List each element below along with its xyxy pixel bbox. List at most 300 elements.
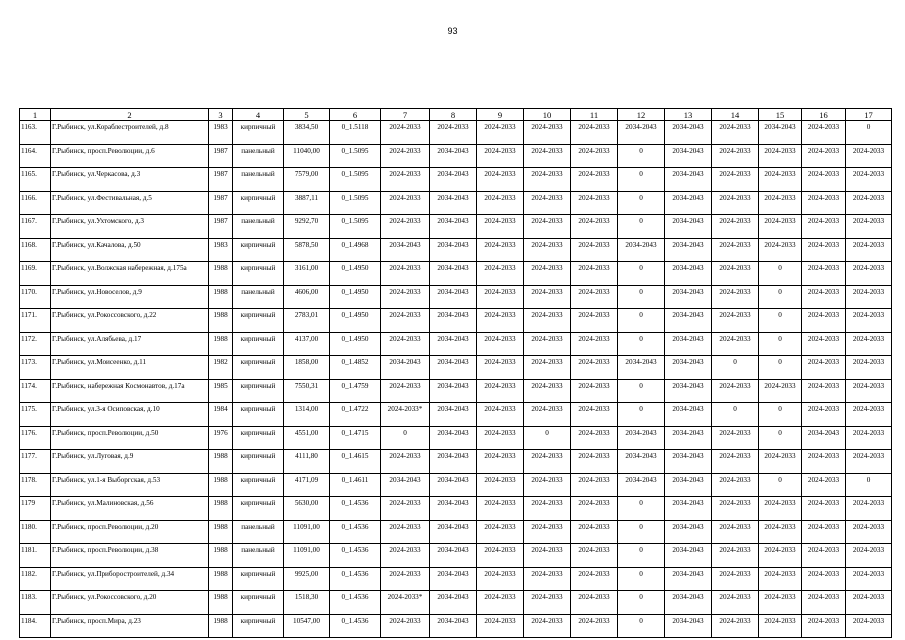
table-row [20,191,892,215]
table-cell: панельный [233,285,284,309]
table-cell: 0_1.4615 [330,450,381,474]
table-cell: 2024-2033 [477,191,524,215]
table-cell: 2034-2043 [430,497,477,521]
table-cell: 2024-2033 [712,238,759,262]
table-cell: 2024-2033 [759,238,802,262]
table-cell: кирпичный [233,262,284,286]
table-cell: 1988 [209,285,233,309]
table-cell: 1988 [209,473,233,497]
table-cell: 2024-2033 [759,567,802,591]
table-cell: 2024-2033 [524,285,571,309]
table-cell: 2024-2033 [571,379,618,403]
table-cell: 0_1.4536 [330,614,381,638]
row-number: 1174. [20,379,51,403]
table-cell: 2024-2033 [759,520,802,544]
table-cell: 1988 [209,309,233,333]
table-cell: 2024-2033 [571,285,618,309]
address-cell: Г.Рыбинск, ул.Малиновская, д.56 [51,497,209,521]
table-cell: 2034-2043 [665,309,712,333]
table-cell: 2024-2033 [381,121,430,145]
table-cell: 2034-2043 [665,520,712,544]
table-cell: 2024-2033 [524,614,571,638]
table-cell: 2024-2033 [571,238,618,262]
row-number: 1183. [20,591,51,615]
table-cell: 2024-2033 [477,144,524,168]
table-cell: 2024-2033 [712,497,759,521]
table-cell: 0 [618,144,665,168]
housing-table [19,108,892,638]
table-cell: 9925,00 [284,567,330,591]
table-cell: 2034-2043 [665,144,712,168]
table-cell: 2034-2043 [665,450,712,474]
table-cell: 1988 [209,591,233,615]
table-cell: 1976 [209,426,233,450]
column-header: 13 [665,109,712,121]
table-cell: 10547,00 [284,614,330,638]
table-cell: 2024-2033 [381,262,430,286]
table-cell: 2034-2043 [430,215,477,239]
table-cell: 2024-2033 [802,497,846,521]
table-cell: 0_1.4950 [330,332,381,356]
table-cell: 2024-2033 [802,403,846,427]
table-cell: 2024-2033 [381,567,430,591]
table-cell: 5630,00 [284,497,330,521]
table-row [20,497,892,521]
row-number: 1164. [20,144,51,168]
table-cell: 4111,80 [284,450,330,474]
table-cell: 2024-2033 [759,450,802,474]
table-cell: 2034-2043 [618,121,665,145]
table-cell: кирпичный [233,356,284,380]
table-cell: 2034-2043 [665,262,712,286]
table-cell: 2034-2043 [430,144,477,168]
table-cell: 2034-2043 [381,356,430,380]
table-cell: 2024-2033 [712,215,759,239]
table-cell: 2034-2043 [665,215,712,239]
table-cell: 2024-2033 [712,309,759,333]
table-cell: 2034-2043 [430,544,477,568]
address-cell: Г.Рыбинск, просп.Революции, д.38 [51,544,209,568]
column-header: 4 [233,109,284,121]
address-cell: Г.Рыбинск, ул.Кораблестроителей, д.8 [51,121,209,145]
table-cell: панельный [233,144,284,168]
table-cell: 2024-2033 [571,262,618,286]
table-row [20,591,892,615]
table-cell: кирпичный [233,591,284,615]
table-cell: 0 [618,403,665,427]
table-row [20,426,892,450]
row-number: 1176. [20,426,51,450]
table-cell: 1988 [209,332,233,356]
table-cell: 2024-2033 [802,168,846,192]
table-cell: 0 [524,426,571,450]
table-cell: 2024-2033 [571,591,618,615]
table-cell: 2024-2033 [524,332,571,356]
table-cell: 1988 [209,262,233,286]
row-number: 1171. [20,309,51,333]
table-cell: 2024-2033 [712,567,759,591]
table-cell: 2024-2033 [712,544,759,568]
address-cell: Г.Рыбинск, просп.Мира, д.23 [51,614,209,638]
table-cell: 0_1.4536 [330,497,381,521]
table-cell: 2024-2033 [846,379,892,403]
table-cell: 2024-2033 [846,544,892,568]
table-cell: 2034-2043 [618,426,665,450]
table-row [20,567,892,591]
table-cell: 2024-2033 [381,168,430,192]
table-cell: 2024-2033 [381,144,430,168]
table-cell: 2034-2043 [665,332,712,356]
table-cell: 2034-2043 [618,238,665,262]
table-row [20,520,892,544]
table-cell: 0_1.4611 [330,473,381,497]
address-cell: Г.Рыбинск, ул.Рокоссовского, д.20 [51,591,209,615]
table-cell: 2024-2033 [524,567,571,591]
table-cell: 2034-2043 [430,191,477,215]
table-cell: 2024-2033 [381,285,430,309]
column-header: 7 [381,109,430,121]
table-cell: 2024-2033 [524,591,571,615]
table-cell: 0 [712,403,759,427]
table-cell: 2034-2043 [618,356,665,380]
table-cell: 2034-2043 [430,520,477,544]
table-cell: 0 [618,591,665,615]
table-cell: панельный [233,544,284,568]
table-cell: 2024-2033 [571,215,618,239]
table-cell: 11040,00 [284,144,330,168]
table-cell: кирпичный [233,473,284,497]
table-row [20,473,892,497]
table-cell: 2024-2033 [524,238,571,262]
table-cell: 0 [618,191,665,215]
table-cell: 2024-2033 [846,591,892,615]
table-cell: 2034-2043 [430,285,477,309]
table-cell: 2024-2033 [571,191,618,215]
table-cell: 2024-2033 [802,215,846,239]
table-row [20,356,892,380]
table-cell: 2024-2033 [846,309,892,333]
table-cell: 2024-2033 [802,191,846,215]
table-cell: 1984 [209,403,233,427]
column-header: 10 [524,109,571,121]
table-cell: 2024-2033 [846,285,892,309]
row-number: 1175. [20,403,51,427]
table-cell: 2024-2033 [524,544,571,568]
table-cell: 0 [618,168,665,192]
table-cell: 2024-2033 [759,544,802,568]
table-cell: 2024-2033 [846,356,892,380]
table-cell: 1987 [209,191,233,215]
table-cell: 2024-2033 [802,332,846,356]
table-cell: 1988 [209,567,233,591]
table-cell: 2024-2033 [524,168,571,192]
table-cell: 2024-2033 [712,473,759,497]
column-header: 14 [712,109,759,121]
table-cell: 2024-2033 [430,121,477,145]
table-row [20,144,892,168]
table-cell: 2034-2043 [665,497,712,521]
table-cell: 0 [759,285,802,309]
table-cell: 2024-2033 [846,215,892,239]
table-cell: 0 [846,121,892,145]
table-row [20,215,892,239]
table-cell: 2024-2033 [802,356,846,380]
row-number: 1170. [20,285,51,309]
table-cell: 0 [759,356,802,380]
table-cell: 2034-2043 [665,285,712,309]
table-cell: 2024-2033 [524,215,571,239]
table-cell: 3834,50 [284,121,330,145]
table-cell: 0_1.4536 [330,520,381,544]
table-cell: 2024-2033 [477,168,524,192]
table-cell: 2024-2033 [477,332,524,356]
table-cell: 1988 [209,497,233,521]
table-cell: 2024-2033 [524,403,571,427]
table-cell: 2034-2043 [430,332,477,356]
table-cell: кирпичный [233,614,284,638]
table-row [20,168,892,192]
table-cell: 2034-2043 [430,356,477,380]
table-cell: 0 [846,473,892,497]
table-cell: 2024-2033 [712,450,759,474]
table-cell: 2034-2043 [802,426,846,450]
column-header: 16 [802,109,846,121]
table-cell: 2024-2033 [381,614,430,638]
table-cell: 2034-2043 [665,426,712,450]
table-cell: 2034-2043 [665,238,712,262]
table-cell: 0 [618,520,665,544]
row-number: 1166. [20,191,51,215]
column-header: 2 [51,109,209,121]
table-cell: 2024-2033 [759,144,802,168]
table-cell: 2034-2043 [430,473,477,497]
table-cell: 2034-2043 [618,450,665,474]
table-row [20,285,892,309]
table-cell: 1988 [209,520,233,544]
table-cell: 0_1.4536 [330,591,381,615]
table-cell: кирпичный [233,238,284,262]
table-row [20,614,892,638]
address-cell: Г.Рыбинск, ул.Качалова, д.50 [51,238,209,262]
table-cell: 1987 [209,168,233,192]
table-cell: 4137,00 [284,332,330,356]
address-cell: Г.Рыбинск, ул.Фестивальная, д.5 [51,191,209,215]
table-cell: 2034-2043 [665,591,712,615]
table-cell: 2034-2043 [430,309,477,333]
table-cell: 2024-2033 [802,285,846,309]
table-cell: 2034-2043 [430,567,477,591]
table-cell: 0_1.4715 [330,426,381,450]
table-cell: 2024-2033 [571,309,618,333]
table-cell: 2024-2033 [477,544,524,568]
table-cell: 2024-2033 [571,567,618,591]
table-cell: 2024-2033 [802,379,846,403]
table-cell: 0 [618,215,665,239]
address-cell: Г.Рыбинск, ул.3-я Осиповская, д.10 [51,403,209,427]
table-cell: 2024-2033 [524,356,571,380]
table-cell: 2034-2043 [759,121,802,145]
row-number: 1169. [20,262,51,286]
table-cell: 2034-2043 [430,591,477,615]
table-cell: 2024-2033 [524,473,571,497]
table-cell: 2034-2043 [665,121,712,145]
row-number: 1179 [20,497,51,521]
row-number: 1168. [20,238,51,262]
table-cell: 2024-2033 [477,614,524,638]
row-number: 1181. [20,544,51,568]
table-cell: 2024-2033 [477,497,524,521]
table-cell: панельный [233,215,284,239]
table-cell: 2024-2033 [381,215,430,239]
table-cell: 1858,00 [284,356,330,380]
address-cell: Г.Рыбинск, ул.1-я Выборгская, д.53 [51,473,209,497]
table-cell: 1985 [209,379,233,403]
table-cell: 2024-2033 [571,544,618,568]
table-cell: 2024-2033 [381,544,430,568]
table-cell: 2024-2033 [802,121,846,145]
table-cell: 2034-2043 [430,426,477,450]
column-header: 12 [618,109,665,121]
table-row [20,379,892,403]
table-cell: 2024-2033 [477,567,524,591]
table-cell: 2024-2033 [477,379,524,403]
table-row [20,403,892,427]
table-cell: 2024-2033 [759,591,802,615]
table-cell: 2024-2033 [846,262,892,286]
table-cell: 2024-2033 [712,332,759,356]
table-cell: 2024-2033 [381,191,430,215]
address-cell: Г.Рыбинск, просп.Революции, д.20 [51,520,209,544]
table-cell: 2024-2033 [524,191,571,215]
table-cell: кирпичный [233,121,284,145]
table-cell: 4551,00 [284,426,330,450]
table-cell: кирпичный [233,309,284,333]
address-cell: Г.Рыбинск, просп.Революции, д.50 [51,426,209,450]
table-cell: 2034-2043 [618,473,665,497]
table-cell: 2024-2033 [571,473,618,497]
table-cell: 2024-2033 [477,520,524,544]
table-cell: кирпичный [233,450,284,474]
table-cell: 2024-2033 [571,144,618,168]
table-cell: 2024-2033 [712,426,759,450]
column-header: 17 [846,109,892,121]
table-cell: 2034-2043 [430,168,477,192]
table-row [20,262,892,286]
table-cell: 11091,00 [284,544,330,568]
table-cell: 2034-2043 [430,262,477,286]
table-cell: 2024-2033 [524,450,571,474]
table-cell: 3161,00 [284,262,330,286]
table-cell: кирпичный [233,379,284,403]
table-cell: 2024-2033 [846,191,892,215]
table-cell: 2024-2033 [571,403,618,427]
table-cell: 2024-2033 [712,591,759,615]
table-cell: 1982 [209,356,233,380]
table-cell: 2024-2033 [571,168,618,192]
table-cell: 2024-2033 [712,121,759,145]
table-cell: 1983 [209,121,233,145]
table-cell: 2034-2043 [381,473,430,497]
table-cell: 2024-2033 [571,520,618,544]
table-cell: 0 [759,262,802,286]
table-cell: 2024-2033 [381,309,430,333]
table-cell: кирпичный [233,332,284,356]
table-cell: 0_1.4968 [330,238,381,262]
table-cell: 2024-2033 [571,121,618,145]
table-cell: 0 [618,262,665,286]
table-cell: 2024-2033 [524,497,571,521]
table-cell: 2024-2033 [846,614,892,638]
table-cell: 2024-2033 [759,168,802,192]
table-cell: 2024-2033 [524,379,571,403]
table-cell: 2024-2033 [477,238,524,262]
table-cell: 2024-2033 [846,426,892,450]
table-cell: 0 [618,544,665,568]
table-cell: 5878,50 [284,238,330,262]
table-cell: 2024-2033 [802,520,846,544]
table-cell: 2024-2033 [846,403,892,427]
table-cell: 2034-2043 [665,614,712,638]
table-cell: 2024-2033 [846,238,892,262]
table-row [20,450,892,474]
table-cell: 0 [618,285,665,309]
table-cell: 0_1.4722 [330,403,381,427]
table-cell: 2024-2033 [712,520,759,544]
table-cell: 2024-2033 [759,379,802,403]
table-cell: 1988 [209,450,233,474]
table-cell: 2024-2033 [477,262,524,286]
table-cell: 1988 [209,544,233,568]
table-cell: 7579,00 [284,168,330,192]
table-cell: 2024-2033 [802,473,846,497]
table-cell: 2024-2033 [381,450,430,474]
table-cell: кирпичный [233,191,284,215]
table-cell: 2034-2043 [665,168,712,192]
table-cell: 2034-2043 [381,238,430,262]
row-number: 1177. [20,450,51,474]
row-number: 1173. [20,356,51,380]
table-cell: 0_1.4950 [330,262,381,286]
address-cell: Г.Рыбинск, ул.Алябьева, д.17 [51,332,209,356]
table-cell: 2034-2043 [430,614,477,638]
table-cell: 2024-2033 [381,332,430,356]
table-cell: 0 [381,426,430,450]
table-cell: 2024-2033 [846,567,892,591]
table-cell: 2024-2033 [759,614,802,638]
table-cell: 0_1.5095 [330,144,381,168]
table-cell: 2034-2043 [665,567,712,591]
table-row [20,332,892,356]
address-cell: Г.Рыбинск, ул.Рокоссовского, д.22 [51,309,209,333]
table-cell: 2024-2033 [802,567,846,591]
table-cell: 2024-2033 [802,238,846,262]
table-cell: 0 [759,403,802,427]
table-cell: кирпичный [233,403,284,427]
table-row [20,309,892,333]
table-cell: 2024-2033 [477,403,524,427]
table-cell: 2024-2033 [712,144,759,168]
table-cell: 2024-2033 [712,168,759,192]
table-cell: 0 [618,497,665,521]
table-cell: 2024-2033 [802,144,846,168]
table-cell: 2024-2033 [846,520,892,544]
table-cell: 2024-2033 [712,262,759,286]
table-cell: 2783,01 [284,309,330,333]
table-cell: 0 [618,379,665,403]
table-cell: 2034-2043 [665,379,712,403]
table-cell: 2024-2033 [571,614,618,638]
table-cell: 2024-2033 [802,262,846,286]
